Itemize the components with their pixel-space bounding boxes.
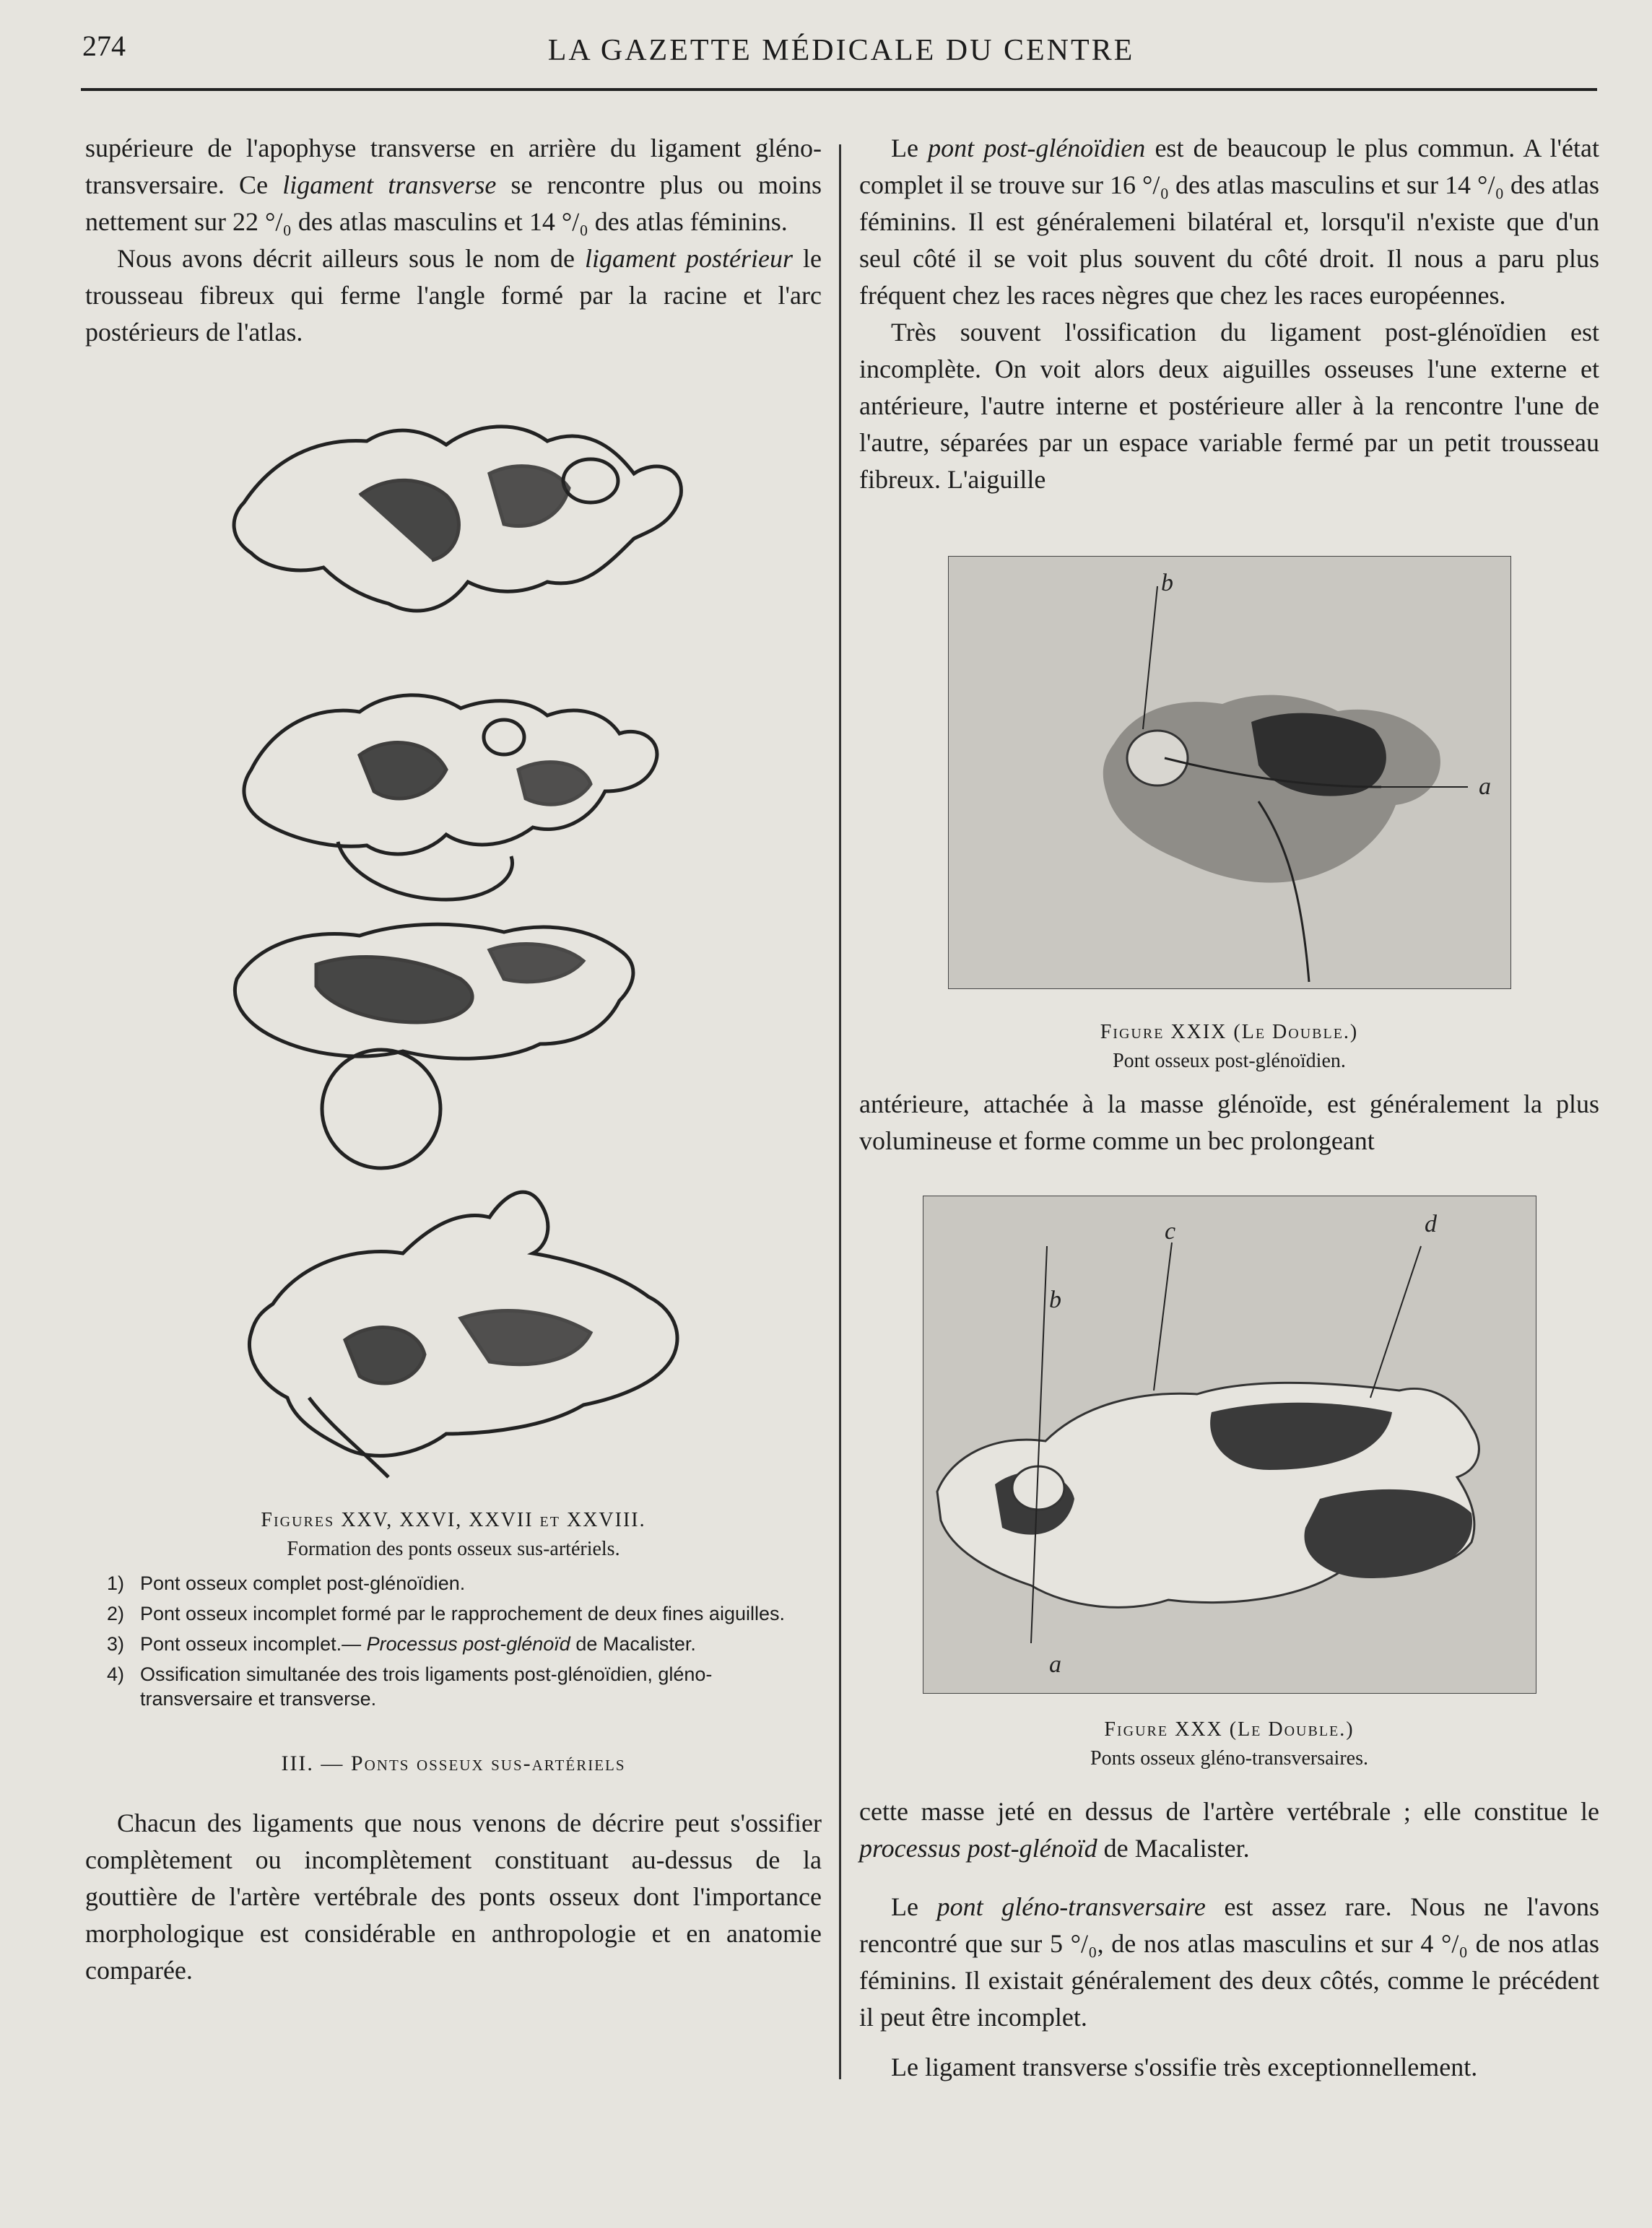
- right-paragraph-1: Le pont post-glénoïdien est de beaucoup le plus commun. A l'état complet il se trouve sur 16 °/₀ des atlas masculins et sur 14 °/₀ des atlas féminins. Il est généralemeni bilatéral et, lorsqu'il n'existe que d'un seul côté il se voit plus souvent du côté droit. Il nous a paru plus fréquent chez les races nègres que chez les races européennes.: [859, 134, 1599, 310]
- figures-xxv-xxviii-drawings: [85, 351, 822, 1506]
- left-paragraph-3: Chacun des ligaments que nous venons de décrire peut s'ossifier complètement ou incomplètement constituant au-dessus de la gouttière de l'artère vertébrale des ponts osseux dont l'importance morphologique est considérable en anthropologie et en anatomie comparée.: [85, 1809, 822, 1985]
- figure-xxx-photo: [923, 1196, 1536, 1694]
- label-d: d: [1424, 1211, 1437, 1237]
- left-paragraph-1: supérieure de l'apophyse transverse en arrière du ligament gléno-transversaire. Ce ligament transverse se rencontre plus ou moins nettement sur 22 °/₀ des atlas masculins et 14 °/₀ des atlas féminins.: [85, 134, 822, 236]
- figure-xxx-caption: [859, 1715, 1599, 1773]
- left-paragraph-2: Nous avons décrit ailleurs sous le nom de ligament postérieur le trousseau fibreux qui ferme l'angle formé par la racine et l'arc postérieurs de l'atlas.: [85, 244, 822, 347]
- label-a: a: [1478, 773, 1491, 800]
- figure-caption-title: Figures XXV, XXVI, XXVII et XXVIII.: [261, 1509, 646, 1531]
- figure-legend: [107, 1571, 822, 1711]
- right-paragraph-6: Le ligament transverse s'ossifie très exceptionnellement.: [891, 2053, 1478, 2081]
- figure-xxix-caption: [859, 1018, 1599, 1076]
- column-divider: [839, 144, 841, 2079]
- right-paragraph-2: Très souvent l'ossification du ligament post-glénoïdien est incomplète. On voit alors deux aiguilles osseuses l'une externe et antérieure, l'autre interne et postérieure aller à la rencontre l'une de l'autre, séparées par un espace variable fermé par un petit trousseau fibreux. L'aiguille: [859, 318, 1599, 494]
- legend-item: 3) Pont osseux incomplet.— Processus post-glénoïd de Macalister.: [107, 1633, 696, 1655]
- right-column: [859, 130, 1599, 2086]
- atlas-drawing-xxvii: [235, 924, 632, 1168]
- figures-xxv-xxviii-caption: [85, 1506, 822, 1564]
- right-paragraph-4: cette masse jeté en dessus de l'artère vertébrale ; elle constitue le processus post-glénoïd de Macalister.: [859, 1797, 1599, 1863]
- page-number: 274: [82, 30, 126, 62]
- page-header: [79, 29, 1603, 87]
- figure-caption-subtitle: Ponts osseux gléno-transversaires.: [1090, 1747, 1368, 1770]
- figure-caption-subtitle: Formation des ponts osseux sus-artériels.: [287, 1538, 620, 1560]
- atlas-drawing-xxvi: [244, 695, 657, 900]
- right-paragraph-3: antérieure, attachée à la masse glénoïde, est généralement la plus volumineuse et forme comme un bec prolongeant: [859, 1089, 1599, 1155]
- label-c: c: [1164, 1218, 1175, 1245]
- figure-xxix-photo: [948, 556, 1511, 989]
- header-rule: [81, 88, 1597, 91]
- label-a: a: [1048, 1651, 1061, 1678]
- label-b: b: [1048, 1287, 1061, 1313]
- figure-caption-title: Figure XXIX (Le Double.): [1100, 1021, 1359, 1043]
- left-column: [85, 130, 822, 1989]
- legend-item: 4) Ossification simultanée des trois ligaments post-glénoïdien, gléno-transversaire et transverse.: [107, 1663, 713, 1710]
- label-b: b: [1160, 570, 1173, 596]
- atlas-drawing-xxv: [234, 427, 681, 611]
- figure-caption-subtitle: Pont osseux post-glénoïdien.: [1113, 1050, 1346, 1072]
- journal-title: LA GAZETTE MÉDICALE DU CENTRE: [547, 34, 1135, 67]
- legend-item: 2) Pont osseux incomplet formé par le rapprochement de deux fines aiguilles.: [107, 1603, 785, 1624]
- section-heading: III. — Ponts osseux sus-artériels: [281, 1751, 626, 1775]
- atlas-drawing-xxviii: [249, 1192, 677, 1477]
- figure-caption-title: Figure XXX (Le Double.): [1104, 1718, 1355, 1741]
- legend-item: 1) Pont osseux complet post-glénoïdien.: [107, 1572, 466, 1594]
- right-paragraph-5: Le pont gléno-transversaire est assez rare. Nous ne l'avons rencontré que sur 5 °/₀, de nos atlas masculins et sur 4 °/₀ de nos atlas féminins. Il existait généralement des deux côtés, comme le précédent il peut être incomplet.: [859, 1892, 1600, 2032]
